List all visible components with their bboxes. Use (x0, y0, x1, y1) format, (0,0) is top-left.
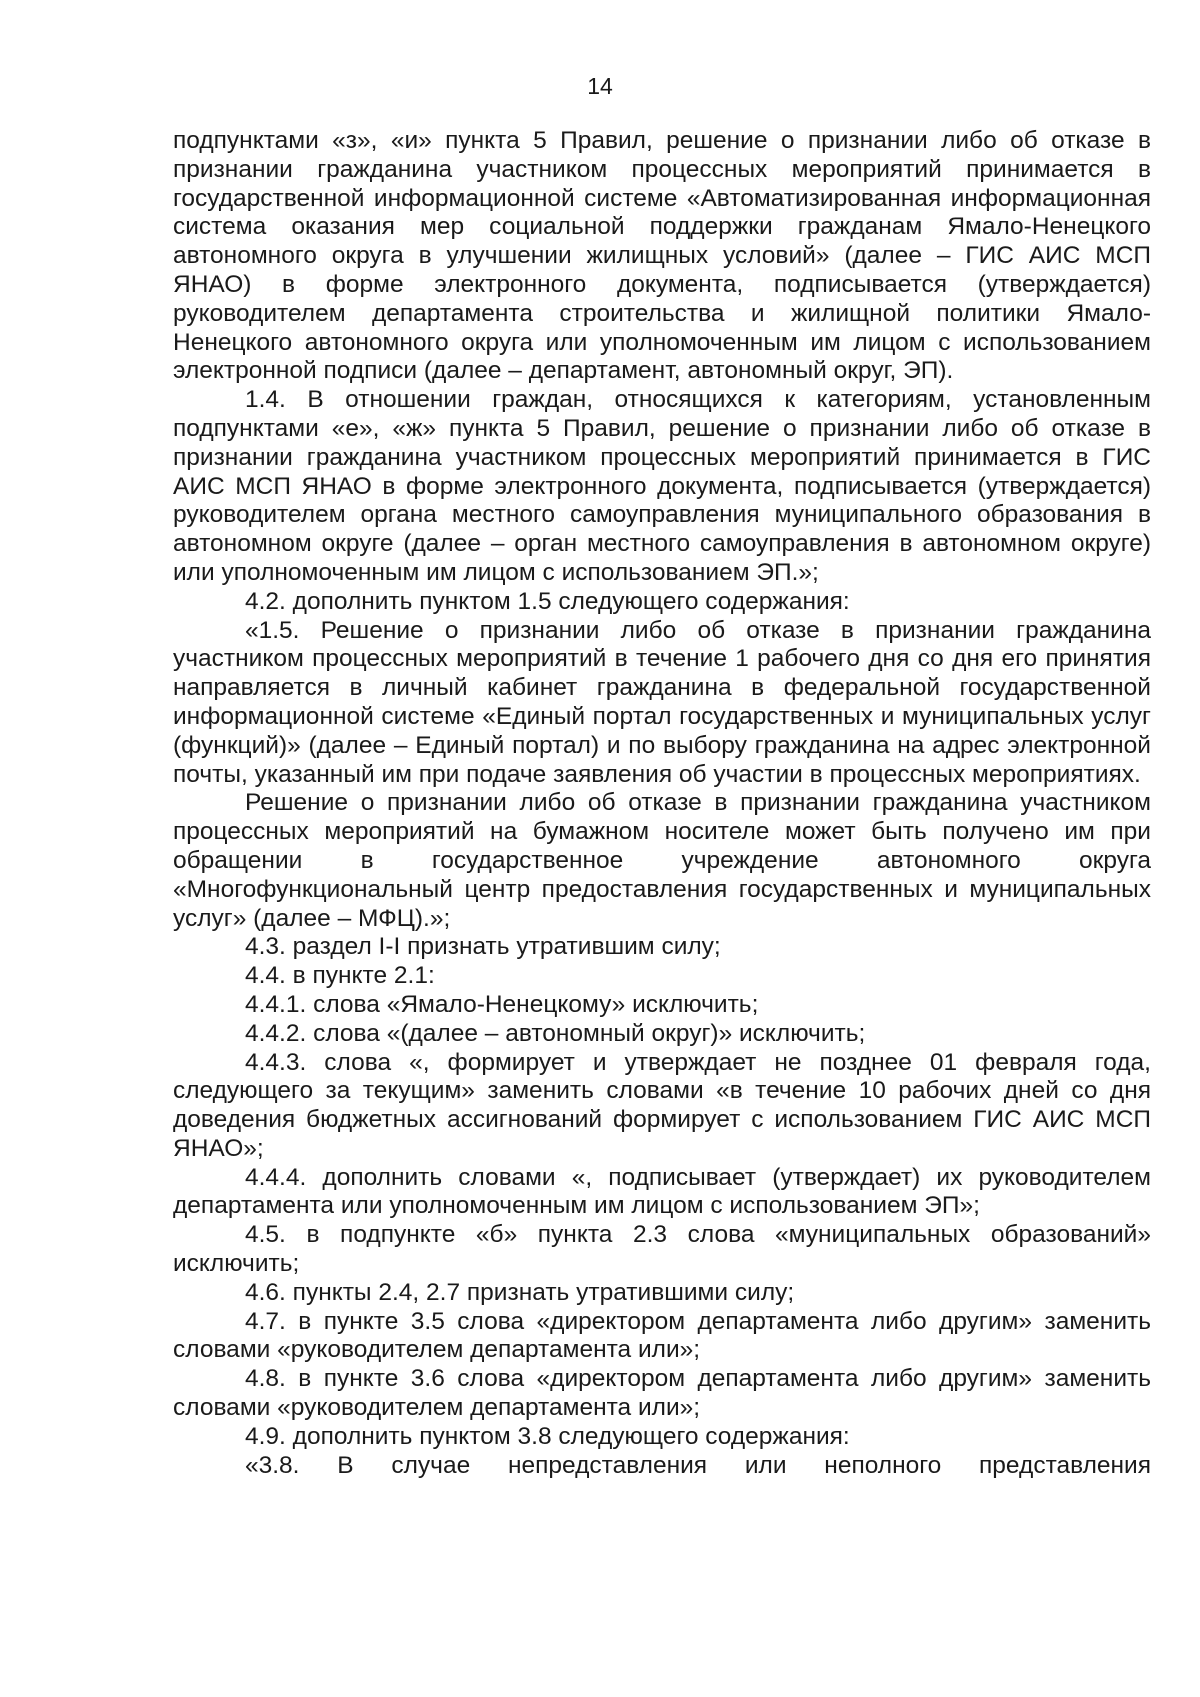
paragraph: 4.4.3. слова «, формирует и утверждает не позднее 01 февраля года, следующего за текущим» заменить словами «в течение 10 рабочих дней со дня доведения бюджетных ассигнований формирует с использованием ГИС АИС МСП ЯНАО»; (173, 1048, 1151, 1162)
paragraph: 4.4.2. слова «(далее – автономный округ)» исключить; (245, 1019, 866, 1047)
paragraph: 4.9. дополнить пунктом 3.8 следующего содержания: (245, 1422, 850, 1450)
paragraph: 4.4.4. дополнить словами «, подписывает (утверждает) их руководителем департамента или уполномоченным им лицом с использованием ЭП»; (173, 1163, 1151, 1220)
paragraph: 4.5. в подпункте «б» пункта 2.3 слова «муниципальных образований» исключить; (173, 1221, 1151, 1278)
paragraph: 4.2. дополнить пунктом 1.5 следующего содержания: (245, 587, 850, 615)
page-number: 14 (587, 73, 613, 99)
paragraph: Решение о признании либо об отказе в признании гражданина участником процессных мероприятий на бумажном носителе может быть получено им при обращении в государственное учреждение автономного округа «Многофункциональный центр предоставления государственных и муниципальных услуг» (далее – МФЦ).»; (173, 789, 1151, 932)
paragraph: 4.6. пункты 2.4, 2.7 признать утратившими силу; (245, 1278, 795, 1306)
paragraph: подпунктами «з», «и» пункта 5 Правил, решение о признании либо об отказе в признании гражданина участником процессных мероприятий принимается в государственной информационной системе «Автоматизированная информационная система оказания мер социальной поддержки гражданам Ямало-Ненецкого автономного округа в улучшении жилищных условий» (далее – ГИС АИС МСП ЯНАО) в форме электронного документа, подписывается (утверждается) руководителем департамента строительства и жилищной политики Ямало-Ненецкого автономного округа или уполномоченным им лицом с использованием электронной подписи (далее – департамент, автономный округ, ЭП). (173, 127, 1151, 385)
paragraph: «1.5. Решение о признании либо об отказе в признании гражданина участником процессных мероприятий в течение 1 рабочего дня со дня его принятия направляется в личный кабинет гражданина в федеральной государственной информационной системе «Единый портал государственных и муниципальных услуг (функций)» (далее – Единый портал) и по выбору гражданина на адрес электронной почты, указанный им при подаче заявления об участии в процессных мероприятиях. (173, 616, 1151, 788)
document-body (173, 127, 1151, 1480)
paragraph: 4.8. в пункте 3.6 слова «директором департамента либо другим» заменить словами «руководителем департамента или»; (173, 1365, 1151, 1422)
paragraph: 4.4.1. слова «Ямало-Ненецкому» исключить; (245, 990, 759, 1018)
paragraph: 4.3. раздел I-I признать утратившим силу; (245, 933, 721, 961)
paragraph: 4.4. в пункте 2.1: (245, 962, 435, 990)
paragraph: 1.4. В отношении граждан, относящихся к категориям, установленным подпунктами «е», «ж» пункта 5 Правил, решение о признании либо об отказе в признании гражданина участником процессных мероприятий принимается в ГИС АИС МСП ЯНАО в форме электронного документа, подписывается (утверждается) руководителем органа местного самоуправления муниципального образования в автономном округе (далее – орган местного самоуправления в автономном округе) или уполномоченным им лицом с использованием ЭП.»; (173, 386, 1151, 586)
paragraph: 4.7. в пункте 3.5 слова «директором департамента либо другим» заменить словами «руководителем департамента или»; (173, 1307, 1151, 1364)
paragraph: «3.8. В случае непредставления или неполного представления (245, 1451, 1151, 1479)
